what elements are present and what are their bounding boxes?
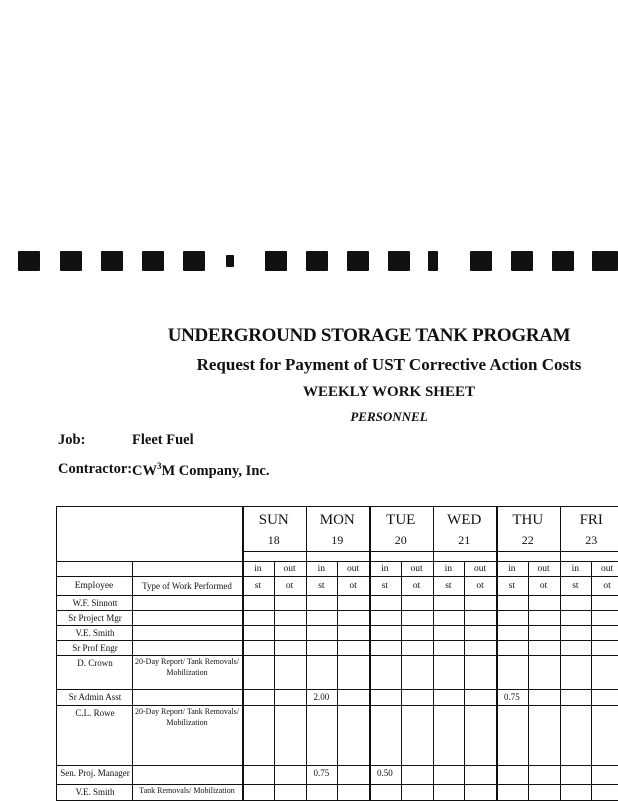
in-label: in: [369, 562, 401, 576]
st-label: st: [242, 577, 274, 595]
program-title: UNDERGROUND STORAGE TANK PROGRAM: [60, 325, 618, 347]
day-name: MON: [306, 510, 370, 530]
ot-label: ot: [591, 577, 618, 595]
job-value: Fleet Fuel: [132, 432, 194, 449]
day-name: WED: [433, 510, 497, 530]
st-label: st: [496, 577, 528, 595]
st-label: st: [369, 577, 401, 595]
employee-name: V.E. Smith: [58, 784, 132, 800]
job-label: Job:: [58, 432, 85, 449]
employee-name: Sr Project Mgr: [58, 610, 132, 626]
contractor-value: $CW^3M$ Company, Inc.: [132, 461, 269, 480]
separator-dash: [552, 251, 574, 271]
hours-value: 0.75: [496, 689, 528, 705]
separator-dash: [18, 251, 40, 271]
separator-dash: [470, 251, 492, 271]
day-rule: [560, 506, 562, 800]
day-name: FRI: [560, 510, 618, 530]
ot-label: ot: [337, 577, 369, 595]
in-label: in: [242, 562, 274, 576]
ot-label: ot: [528, 577, 560, 595]
day-name: THU: [496, 510, 560, 530]
separator-dash: [511, 251, 533, 271]
day-date: 18: [242, 532, 306, 549]
st-label: st: [560, 577, 592, 595]
day-name: SUN: [242, 510, 306, 530]
day-date: 20: [369, 532, 433, 549]
employee-header: Employee: [56, 577, 132, 595]
employee-name: C.L. Rowe: [58, 705, 132, 721]
separator-dash: [306, 251, 328, 271]
section-title: PERSONNEL: [80, 409, 618, 425]
employee-name: Sr Admin Asst: [58, 689, 132, 705]
work-type: 20-Day Report/ Tank Removals/ Mobilization: [134, 656, 240, 688]
separator-dash: [226, 255, 234, 267]
header-rule: [242, 551, 618, 552]
employee-name: D. Crown: [58, 655, 132, 671]
separator-dash: [428, 251, 438, 271]
day-rule: [369, 506, 371, 800]
work-type: 20-Day Report/ Tank Removals/ Mobilization: [134, 706, 240, 764]
out-label: out: [401, 562, 433, 576]
request-title: Request for Payment of UST Corrective Action Costs: [80, 355, 618, 375]
in-label: in: [306, 562, 338, 576]
ot-label: ot: [274, 577, 306, 595]
ot-label: ot: [464, 577, 496, 595]
work-sheet-table: [56, 506, 618, 800]
row-rule: [56, 610, 618, 611]
day-rule: [433, 506, 435, 800]
out-label: out: [337, 562, 369, 576]
day-rule: [242, 506, 244, 800]
separator-dash: [101, 251, 123, 271]
day-rule: [496, 506, 498, 800]
out-label: out: [464, 562, 496, 576]
out-label: out: [591, 562, 618, 576]
table-left-rule: [56, 506, 57, 800]
row-rule: [56, 625, 618, 626]
table-top-rule: [56, 506, 618, 507]
work-type-header: Type of Work Performed: [132, 577, 242, 595]
ot-label: ot: [401, 577, 433, 595]
in-label: in: [560, 562, 592, 576]
in-label: in: [496, 562, 528, 576]
separator-dash: [265, 251, 287, 271]
out-label: out: [528, 562, 560, 576]
day-date: 19: [306, 532, 370, 549]
separator-dash: [592, 251, 618, 271]
employee-name: W.F. Sinnott: [58, 595, 132, 611]
row-rule: [56, 640, 618, 641]
day-date: 21: [433, 532, 497, 549]
contractor-label: Contractor:: [58, 461, 132, 478]
separator-dash: [183, 251, 205, 271]
separator-dash: [388, 251, 410, 271]
separator-dash: [142, 251, 164, 271]
separator-dash: [347, 251, 369, 271]
day-rule: [306, 506, 308, 800]
day-date: 22: [496, 532, 560, 549]
in-label: in: [433, 562, 465, 576]
st-label: st: [433, 577, 465, 595]
hours-value: 0.50: [369, 765, 401, 781]
page-separator: [0, 251, 618, 273]
day-date: 23: [560, 532, 618, 549]
hours-value: 2.00: [306, 689, 338, 705]
employee-name: V.E. Smith: [58, 625, 132, 641]
day-name: TUE: [369, 510, 433, 530]
work-type: Tank Removals/ Mobilization: [134, 785, 240, 799]
sheet-title: WEEKLY WORK SHEET: [80, 384, 618, 401]
employee-name: Sr Prof Engr: [58, 640, 132, 656]
hours-value: 0.75: [306, 765, 338, 781]
st-label: st: [306, 577, 338, 595]
out-label: out: [274, 562, 306, 576]
separator-dash: [60, 251, 82, 271]
employee-name: Sen. Proj. Manager: [58, 765, 132, 781]
